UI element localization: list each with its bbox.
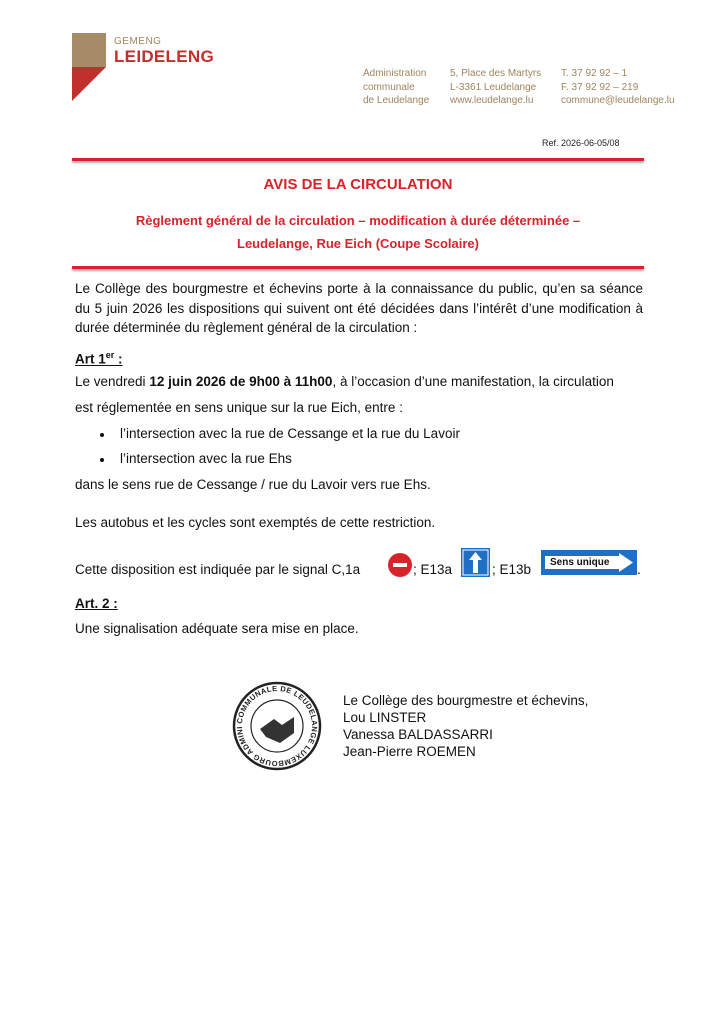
list-item	[120, 426, 460, 441]
municipal-logo	[72, 33, 212, 101]
logo-red-triangle	[72, 67, 106, 101]
article-1-heading-text: Art 1	[75, 351, 106, 367]
contact-line: L-3361 Leudelange	[450, 81, 537, 93]
logo-gold-block	[72, 33, 106, 67]
list-item-text: l’intersection avec la rue de Cessange et la rue du Lavoir	[120, 426, 460, 441]
article-1-line-2: est réglementée en sens unique sur la rue Eich, entre :	[75, 400, 403, 415]
email-link[interactable]: commune@leudelange.lu	[561, 95, 675, 106]
notice-title: AVIS DE LA CIRCULATION	[263, 176, 453, 193]
contact-line: de Leudelange	[363, 95, 430, 106]
divider-top	[72, 158, 644, 161]
article-1-heading	[75, 350, 123, 367]
one-way-sign-label: Sens unique	[550, 557, 610, 568]
article-1-heading-sup: er	[105, 350, 115, 360]
one-way-up-arrow-sign-icon	[461, 548, 490, 577]
contact-line: communale	[363, 81, 415, 93]
signature-line: Vanessa BALDASSARRI	[343, 727, 493, 742]
bullet-icon	[100, 433, 104, 437]
article-1-line-4: Les autobus et les cycles sont exemptés de cette restriction.	[75, 515, 436, 530]
signature-line: Lou LINSTER	[343, 710, 427, 725]
article-2-text: Une signalisation adéquate sera mise en place.	[75, 621, 359, 636]
signature-line: Jean-Pierre ROEMEN	[343, 744, 476, 759]
signal-intro: Cette disposition est indiquée par le signal C,1a	[75, 562, 361, 577]
list-item	[120, 451, 292, 466]
contact-line: F. 37 92 92 – 219	[561, 81, 639, 93]
no-entry-sign-icon	[388, 553, 412, 577]
list-item-text: l’intersection avec la rue Ehs	[120, 451, 292, 466]
contact-line: T. 37 92 92 – 1	[561, 68, 628, 79]
signature-block	[343, 692, 588, 760]
contact-line: 5, Place des Martyrs	[450, 68, 542, 79]
signal-segment-e13b: ; E13b	[492, 562, 532, 577]
article-1-line-3: dans le sens rue de Cessange / rue du Lavoir vers rue Ehs.	[75, 477, 431, 492]
text-segment: , à l’occasion d’une manifestation, la circulation	[332, 374, 614, 389]
signal-end-period: .	[637, 562, 641, 577]
contact-address-name	[363, 67, 429, 108]
contact-address	[450, 67, 541, 108]
text-segment: Le vendredi	[75, 374, 150, 389]
divider-bottom	[72, 266, 644, 269]
svg-text:COMMUNALE DE LEUDELANGE LUXEMB: COMMUNALE DE LEUDELANGE LUXEMBOURG ADMINI	[234, 683, 320, 769]
article-1-heading-suffix: :	[114, 351, 123, 367]
signature-line: Le Collège des bourgmestre et échevins,	[343, 693, 589, 708]
article-1-line-1	[75, 374, 614, 389]
notice-subtitle-line2: Leudelange, Rue Eich (Coupe Scolaire)	[237, 236, 479, 251]
contact-phone-email	[561, 67, 675, 108]
logo-big-text: LEIDELENG	[114, 47, 214, 66]
intro-paragraph: Le Collège des bourgmestre et échevins porte à la connaissance du public, qu’en sa séance du 5 juin 2026 les dispositions qui suivent ont été décidées dans l’intérêt d’une modification à durée déterminée du règlement général de la circulation :	[75, 281, 643, 335]
event-date-time: 12 juin 2026 de 9h00 à 11h00	[149, 374, 333, 389]
bullet-icon	[100, 458, 104, 462]
signal-segment-e13a: ; E13a	[413, 562, 453, 577]
website-link[interactable]: www.leudelange.lu	[450, 95, 534, 106]
municipal-seal-stamp	[232, 681, 322, 771]
logo-small-text: GEMENG	[114, 36, 162, 47]
notice-subtitle-line1: Règlement général de la circulation – modification à durée déterminée –	[135, 213, 581, 228]
one-way-sign-icon	[541, 550, 637, 575]
reference-number: Ref. 2026-06-05/08	[542, 138, 620, 148]
article-2-heading: Art. 2 :	[75, 596, 118, 611]
contact-line: Administration	[363, 68, 427, 79]
